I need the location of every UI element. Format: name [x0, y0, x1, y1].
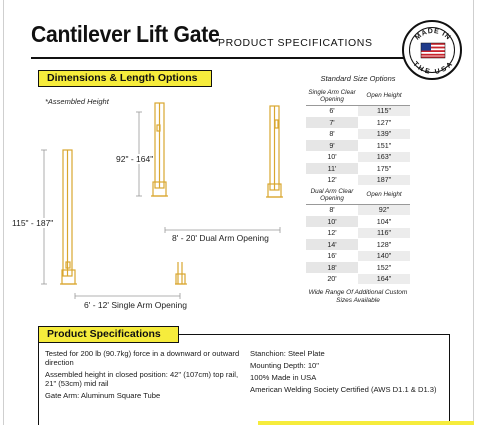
- height-cell: 151": [358, 140, 410, 152]
- single-col-height: Open Height: [358, 87, 410, 105]
- spec-item: Mounting Depth: 10": [250, 361, 319, 370]
- opening-cell: 6': [306, 105, 358, 117]
- opening-cell: 12': [306, 227, 358, 239]
- opening-cell: 14': [306, 239, 358, 251]
- assembled-height-note: *Assembled Height: [45, 97, 109, 106]
- table-row: [306, 216, 410, 228]
- opening-cell: 7': [306, 117, 358, 129]
- table-row: [306, 273, 410, 285]
- opening-cell: 8': [306, 204, 358, 216]
- custom-sizes-note: Wide Range Of Additional Custom Sizes Available: [308, 289, 408, 304]
- table-row: [306, 151, 410, 163]
- table-row: [306, 204, 410, 216]
- table-row: [306, 250, 410, 262]
- opening-cell: 20': [306, 273, 358, 285]
- spec-item: 100% Made in USA: [250, 373, 317, 382]
- opening-cell: 11': [306, 163, 358, 175]
- dual-col-height: Open Height: [358, 186, 410, 204]
- height-cell: 92": [358, 204, 410, 216]
- single-arm-size-table: [306, 87, 410, 186]
- page-title: Cantilever Lift Gate: [31, 21, 220, 47]
- table-row: [306, 163, 410, 175]
- opening-cell: 9': [306, 140, 358, 152]
- footer-accent-bar: [258, 421, 474, 425]
- opening-cell: 18': [306, 262, 358, 274]
- single-arm-gate-drawing: [60, 150, 187, 284]
- height-cell: 115": [358, 105, 410, 117]
- spec-item: Stanchion: Steel Plate: [250, 349, 325, 358]
- table-row: [306, 174, 410, 186]
- table-row: [306, 239, 410, 251]
- product-specs-heading: Product Specifications: [38, 326, 179, 343]
- dimensions-heading: Dimensions & Length Options: [38, 70, 212, 87]
- spec-item: Gate Arm: Aluminum Square Tube: [45, 391, 161, 400]
- height-cell: 104": [358, 216, 410, 228]
- spec-item: Tested for 200 lb (90.7kg) force in a downward or outward direction: [45, 349, 240, 367]
- table-row: [306, 128, 410, 140]
- spec-item: Assembled height in closed position: 42" (107cm) top rail, 21" (53cm) mid rail: [45, 370, 239, 388]
- opening-cell: 12': [306, 174, 358, 186]
- single-opening-label: 6' - 12' Single Arm Opening: [84, 300, 187, 310]
- dual-opening-label: 8' - 20' Dual Arm Opening: [172, 233, 269, 243]
- table-row: [306, 105, 410, 117]
- height-cell: 116": [358, 227, 410, 239]
- badge-text-bottom: THE USA: [411, 60, 455, 76]
- height-cell: 139": [358, 128, 410, 140]
- table-row: [306, 227, 410, 239]
- table-row: [306, 117, 410, 129]
- page-subtitle: PRODUCT SPECIFICATIONS: [218, 37, 373, 49]
- opening-cell: 8': [306, 128, 358, 140]
- standard-sizes-caption: Standard Size Options: [320, 74, 396, 83]
- height-cell: 164": [358, 273, 410, 285]
- height-cell: 152": [358, 262, 410, 274]
- height-cell: 140": [358, 250, 410, 262]
- single-col-opening: Single Arm Clear Opening: [306, 87, 358, 105]
- opening-cell: 10': [306, 216, 358, 228]
- single-height-label: 115" - 187": [12, 218, 54, 228]
- table-row: [306, 262, 410, 274]
- table-row: [306, 140, 410, 152]
- dual-arm-size-table: [306, 186, 410, 285]
- height-cell: 175": [358, 163, 410, 175]
- height-cell: 187": [358, 174, 410, 186]
- opening-cell: 10': [306, 151, 358, 163]
- height-cell: 163": [358, 151, 410, 163]
- dual-col-opening: Dual Arm Clear Opening: [306, 186, 358, 204]
- dual-arm-gate-drawing: [151, 103, 283, 197]
- spec-item: American Welding Society Certified (AWS D1.1 & D1.3): [250, 385, 437, 394]
- standard-size-tables: [306, 74, 410, 304]
- height-cell: 128": [358, 239, 410, 251]
- specs-right-column: [250, 349, 445, 397]
- opening-cell: 16': [306, 250, 358, 262]
- dual-height-label: 92" - 164": [116, 154, 154, 164]
- height-cell: 127": [358, 117, 410, 129]
- badge-text-top: MADE IN: [414, 27, 452, 42]
- specs-left-column: [45, 349, 243, 403]
